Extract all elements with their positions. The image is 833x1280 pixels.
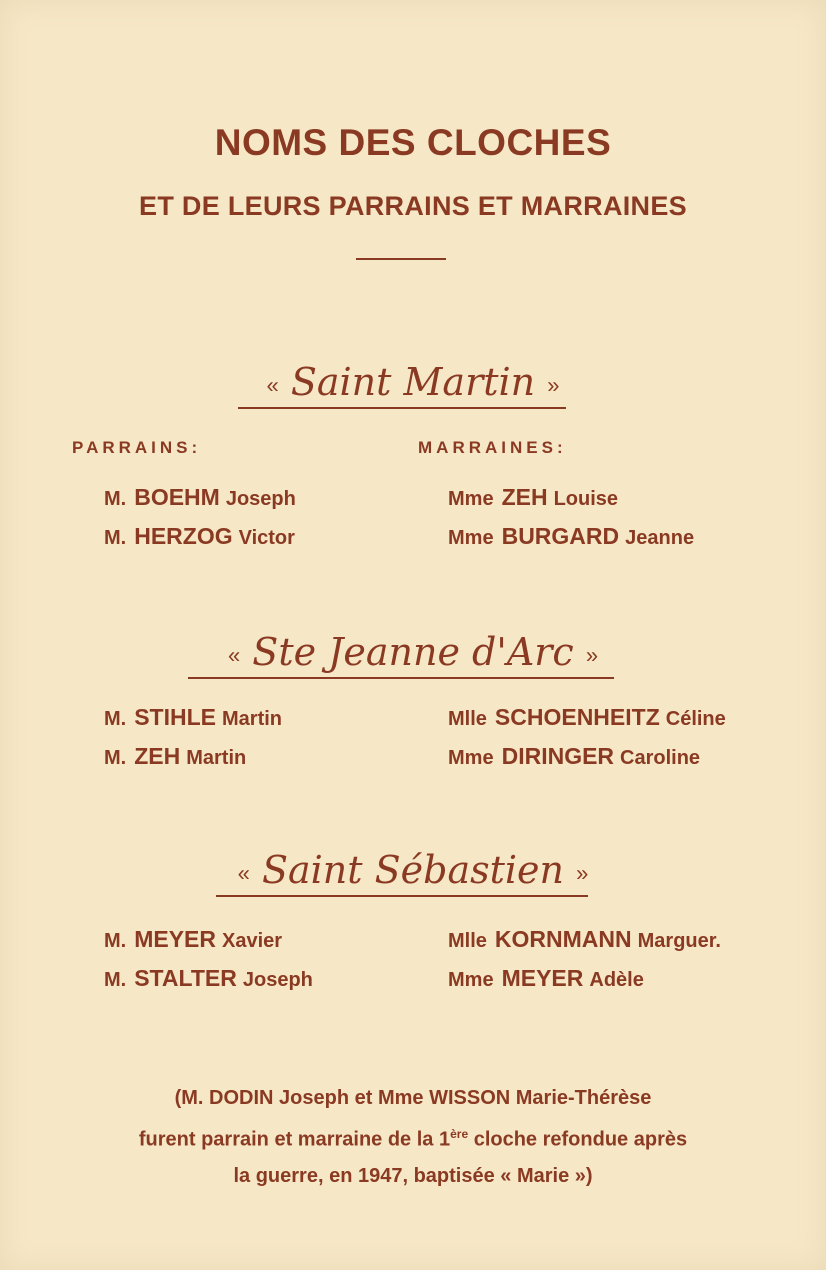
marraine-entry	[448, 523, 694, 550]
last-name: ZEH	[134, 743, 181, 769]
quote-open: «	[266, 372, 279, 398]
page-title: NOMS DES CLOCHES	[214, 122, 612, 163]
first-name: Victor	[238, 527, 295, 549]
name-prefix: Mme	[448, 747, 494, 769]
last-name: BOEHM	[134, 484, 220, 510]
marraine-entry	[448, 743, 700, 770]
name-prefix: M.	[104, 930, 127, 952]
title-divider	[356, 258, 446, 260]
footnote-line-1: (M. DODIN Joseph et Mme WISSON Marie-Thérèse	[174, 1087, 652, 1109]
name-prefix: M.	[104, 708, 127, 730]
parrain-entry	[104, 484, 296, 511]
last-name: HERZOG	[134, 523, 233, 549]
bell-name: Saint Martin	[290, 360, 536, 404]
quote-open: «	[237, 860, 250, 886]
marraine-entry	[448, 484, 618, 511]
first-name: Louise	[553, 488, 619, 510]
first-name: Marguer.	[637, 930, 721, 952]
first-name: Xavier	[222, 930, 283, 952]
name-prefix: M.	[104, 747, 127, 769]
first-name: Adèle	[589, 969, 644, 991]
last-name: MEYER	[134, 926, 217, 952]
last-name: BURGARD	[501, 523, 620, 549]
marraine-entry	[448, 704, 726, 731]
marraine-entry	[448, 965, 644, 992]
quote-close: »	[547, 372, 560, 398]
name-prefix: Mlle	[448, 930, 487, 952]
first-name: Céline	[665, 708, 726, 730]
footnote-line-2-end: cloche refondue après	[468, 1128, 688, 1151]
parrain-entry	[104, 965, 313, 992]
first-name: Caroline	[620, 747, 701, 769]
parrain-entry	[104, 926, 282, 953]
parrain-entry	[104, 743, 246, 770]
last-name: ZEH	[501, 484, 548, 510]
first-name: Joseph	[225, 488, 296, 510]
parrains-header: PARRAINS:	[72, 438, 202, 457]
first-name: Martin	[186, 747, 247, 769]
name-prefix: Mme	[448, 488, 494, 510]
footnote-line-3: la guerre, en 1947, baptisée « Marie »)	[233, 1164, 593, 1187]
marraine-entry	[448, 926, 721, 953]
name-prefix: Mlle	[448, 708, 487, 730]
last-name: MEYER	[501, 965, 584, 991]
name-prefix: M.	[104, 969, 127, 991]
name-prefix: Mme	[448, 969, 494, 991]
bell-underline	[216, 895, 588, 897]
bell-title-saint-sebastien	[0, 848, 826, 892]
bell-underline	[188, 677, 614, 679]
ordinal-superscript: ère	[450, 1127, 469, 1141]
name-prefix: M.	[104, 488, 127, 510]
bell-name: Saint Sébastien	[261, 848, 565, 892]
quote-open: «	[227, 642, 241, 668]
first-name: Martin	[222, 708, 282, 730]
bell-name: Ste Jeanne d'Arc	[252, 630, 574, 674]
footnote-line-2	[0, 1116, 826, 1158]
marraines-header: MARRAINES:	[418, 438, 567, 457]
parrain-entry	[104, 523, 295, 550]
last-name: KORNMANN	[494, 926, 632, 952]
bell-underline	[238, 407, 566, 409]
bell-title-saint-martin	[0, 360, 826, 404]
first-name: Jeanne	[625, 527, 695, 549]
page-subtitle: ET DE LEURS PARRAINS ET MARRAINES	[139, 191, 687, 221]
bell-title-ste-jeanne-darc	[0, 630, 826, 674]
footnote-line-2-start: furent parrain et marraine de la 1	[138, 1128, 451, 1151]
name-prefix: M.	[104, 527, 127, 549]
last-name: SCHOENHEITZ	[494, 704, 660, 730]
quote-close: »	[576, 860, 589, 886]
parrain-entry	[104, 704, 282, 731]
last-name: STIHLE	[134, 704, 216, 730]
last-name: STALTER	[134, 965, 237, 991]
name-prefix: Mme	[448, 527, 494, 549]
quote-close: »	[585, 642, 599, 668]
first-name: Joseph	[242, 969, 313, 991]
last-name: DIRINGER	[501, 743, 615, 769]
footnote	[0, 1080, 826, 1194]
